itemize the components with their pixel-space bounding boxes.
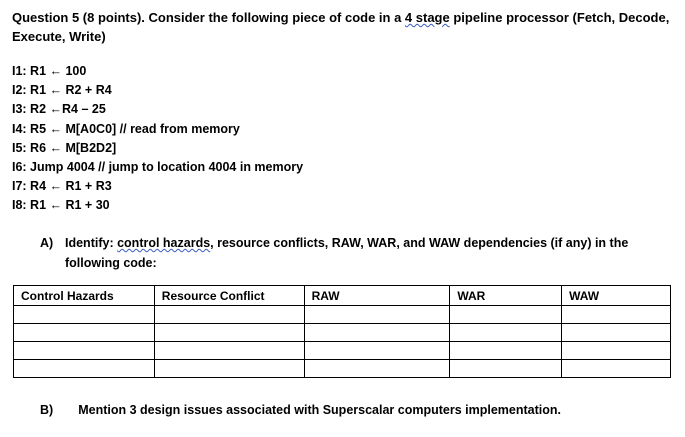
code-line: I5: R6 ← M[B2D2] (12, 140, 117, 155)
table-cell[interactable] (304, 342, 450, 360)
table-cell[interactable] (562, 324, 671, 342)
code-line: I3: R2 ←R4 – 25 (12, 102, 106, 117)
code-line: I6: Jump 4004 // jump to location 4004 in memory (12, 159, 304, 174)
table-row (14, 360, 671, 378)
header-raw: RAW (304, 286, 450, 306)
code-line: I1: R1 ← 100 (12, 64, 87, 78)
table-cell[interactable] (562, 360, 671, 378)
table-cell[interactable] (562, 306, 671, 324)
table-row (14, 324, 671, 342)
table-cell[interactable] (14, 324, 155, 342)
table-cell[interactable] (450, 306, 562, 324)
header-war: WAR (450, 286, 562, 306)
table-cell[interactable] (154, 306, 304, 324)
code-listing (12, 62, 303, 216)
table-cell[interactable] (14, 306, 155, 324)
question-title (12, 8, 672, 46)
table-cell[interactable] (562, 342, 671, 360)
part-b-marker: B) (40, 403, 54, 417)
part-a-underlined: control hazards (117, 236, 211, 250)
header-control-hazards: Control Hazards (14, 286, 155, 306)
table-cell[interactable] (154, 324, 304, 342)
part-b (40, 403, 561, 417)
table-cell[interactable] (154, 360, 304, 378)
question-prefix: Question 5 (8 points). Consider the following piece of code in a (12, 10, 405, 25)
header-waw: WAW (562, 286, 671, 306)
table-cell[interactable] (304, 324, 450, 342)
part-a-text (65, 233, 670, 273)
part-b-text: Mention 3 design issues associated with Superscalar computers implementation. (78, 403, 561, 417)
table-cell[interactable] (14, 360, 155, 378)
table-row (14, 342, 671, 360)
table-cell[interactable] (154, 342, 304, 360)
table-cell[interactable] (450, 324, 562, 342)
question-suffix: pipeline processor (Fetch, Decode, Execute, Write) (12, 10, 670, 44)
table-header-row (14, 286, 671, 306)
part-a-marker: A) (40, 236, 54, 250)
code-line: I7: R4 ← R1 + R3 (12, 179, 112, 194)
part-a-rest: , resource conflicts, RAW, WAR, and WAW dependencies (if any) in the following code: (65, 236, 629, 270)
part-a-lead: Identify: (65, 236, 118, 250)
part-a (40, 233, 670, 273)
code-line: I8: R1 ← R1 + 30 (12, 198, 110, 213)
table-cell[interactable] (304, 306, 450, 324)
question-underlined: 4 stage (404, 10, 450, 25)
code-line: I4: R5 ← M[A0C0] // read from memory (12, 121, 240, 136)
code-line: I2: R1 ← R2 + R4 (12, 83, 112, 98)
header-resource-conflict: Resource Conflict (154, 286, 304, 306)
table-cell[interactable] (450, 360, 562, 378)
table-cell[interactable] (14, 342, 155, 360)
table-cell[interactable] (304, 360, 450, 378)
hazards-table (13, 285, 671, 378)
table-row (14, 306, 671, 324)
table-cell[interactable] (450, 342, 562, 360)
